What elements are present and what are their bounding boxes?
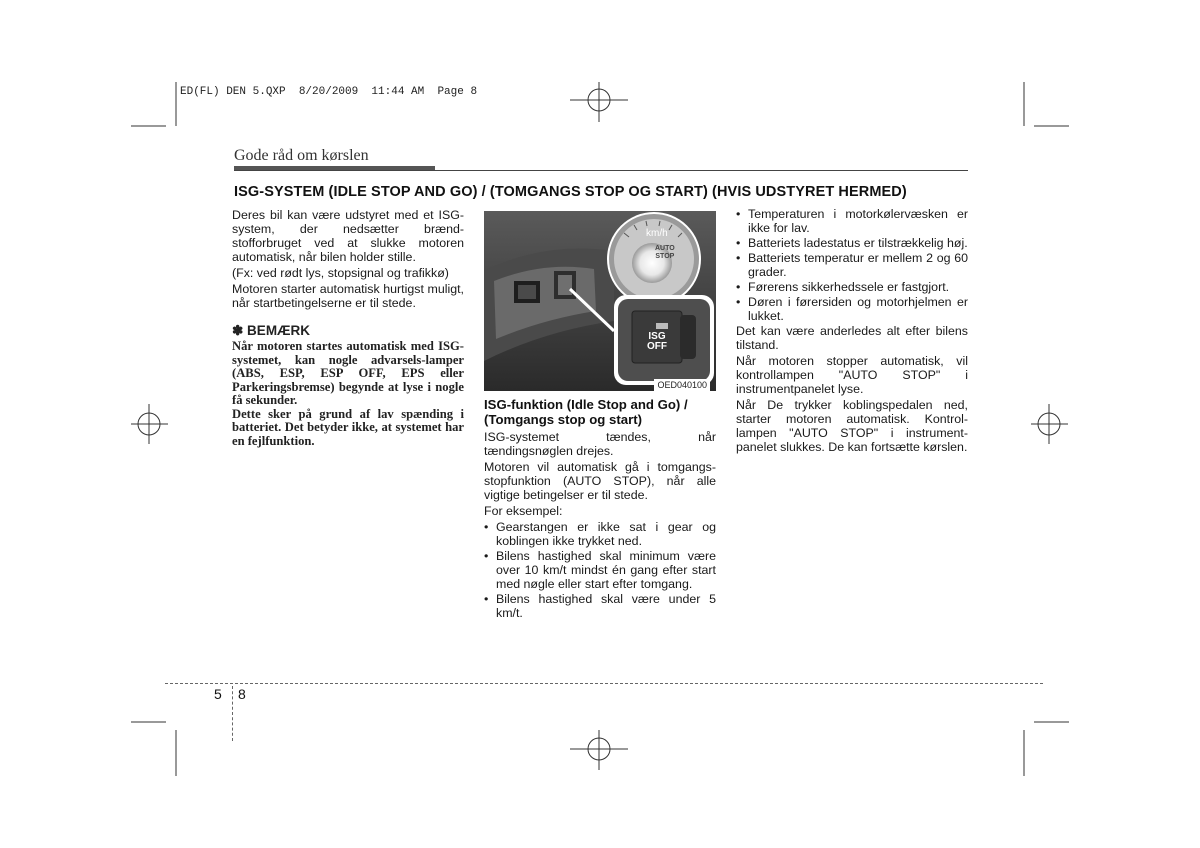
paragraph: ISG-systemet tændes, når tændingsnøglen drejes. xyxy=(484,430,716,458)
note-paragraph: Dette sker på grund af lav spænding i batteriet. Det betyder ikke, at systemet har en fejlfunktion. xyxy=(232,406,464,448)
isg-off-button xyxy=(647,332,667,352)
isg-figure xyxy=(484,211,716,391)
list-item: • Bilens hastighed skal være under 5 km/t. xyxy=(484,592,716,620)
list-item: • Batteriets temperatur er mellem 2 og 60 grader. xyxy=(736,251,968,279)
section-title: Gode råd om kørslen xyxy=(234,147,369,164)
list-item: • Gearstangen er ikke sat i gear og koblingen ikke trykket ned. xyxy=(484,520,716,548)
conditions-list-continued xyxy=(736,207,968,323)
column-middle xyxy=(484,397,716,621)
note-title: ✽ BEMÆRK xyxy=(232,323,311,338)
restart-paragraph: Motoren starter automatisk hurtigst muligt, når startbetingelserne er til stede. xyxy=(232,282,464,310)
page-heading: ISG-SYSTEM (IDLE STOP AND GO) / (TOMGANGS STOP OG START) (HVIS UDSTYRET HERMED) xyxy=(234,184,907,200)
paragraph: Motoren vil automatisk gå i tomgangs-stopfunktion (AUTO STOP), når alle vigtige betingelser er til stede. xyxy=(484,460,716,502)
list-item: • Batteriets ladestatus er tilstrækkelig høj. xyxy=(736,236,968,250)
paragraph: Når De trykker koblingspedalen ned, starter motoren automatisk. Kontrol-lampen "AUTO STOP" i instrument-panelet slukkes. De kan fortsætte kørslen. xyxy=(736,398,968,454)
paragraph: Når motoren stopper automatisk, vil kontrollampen "AUTO STOP" i instrumentpanelet lyse. xyxy=(736,354,968,396)
list-item: • Døren i førersiden og motorhjelmen er lukket. xyxy=(736,295,968,323)
chapter-number: 5 xyxy=(214,686,222,702)
note-body xyxy=(232,340,464,448)
footer-rule xyxy=(165,683,1043,684)
paragraph: Det kan være anderledes alt efter bilens tilstand. xyxy=(736,324,968,352)
column-right xyxy=(736,207,968,456)
gauge-label: km/h xyxy=(646,228,668,239)
isg-off-text: OFF xyxy=(647,341,667,352)
list-item: • Førerens sikkerhedssele er fastgjort. xyxy=(736,280,968,294)
section-rule-thin xyxy=(234,170,968,171)
auto-stop-text: STOP xyxy=(655,253,675,260)
dashboard-illustration xyxy=(484,211,716,391)
figure-title: ISG-funktion (Idle Stop and Go) / (Tomgangs stop og start) xyxy=(484,397,688,427)
print-header: ED(FL) DEN 5.QXP 8/20/2009 11:44 AM Page 8 xyxy=(180,86,478,98)
note-paragraph: Når motoren startes automatisk med ISG-systemet, kan nogle advarsels-lamper (ABS, ESP, ESP OFF, EPS eller Parkeringsbremse) begynde at lyse i nogle få sekunder. xyxy=(232,339,464,407)
intro-paragraph: Deres bil kan være udstyret med et ISG-system, der nedsætter brænd-stofforbruget ved at slukke motoren automatisk, når bilen holder stille. xyxy=(232,208,464,264)
auto-stop-indicator xyxy=(655,245,675,261)
figure-code: OED040100 xyxy=(654,379,710,391)
page-number: 8 xyxy=(238,686,246,702)
list-item: • Bilens hastighed skal minimum være over 10 km/t mindst én gang efter start med nøgle eller start efter tomgang. xyxy=(484,549,716,591)
list-item: • Temperaturen i motorkølervæsken er ikke for lav. xyxy=(736,207,968,235)
isg-off-text: ISG xyxy=(648,331,666,342)
conditions-list xyxy=(484,520,716,620)
column-left xyxy=(232,208,464,448)
paragraph: For eksempel: xyxy=(484,504,563,518)
auto-stop-text: AUTO xyxy=(655,245,675,252)
page-number-separator xyxy=(232,686,233,741)
example-paragraph: (Fx: ved rødt lys, stopsignal og trafikkø) xyxy=(232,266,449,280)
